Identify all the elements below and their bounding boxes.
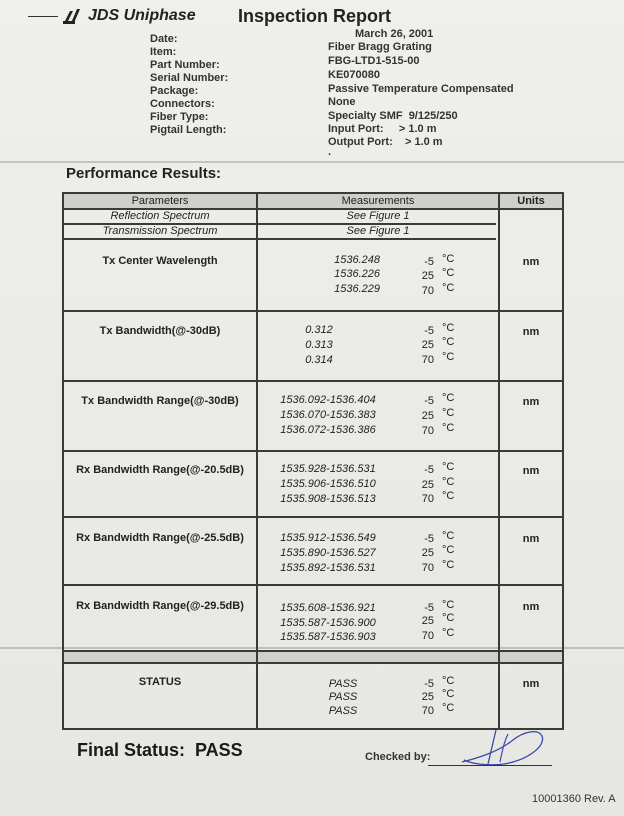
temperature-value: 70 [421,354,434,366]
report-title: Inspection Report [238,6,392,26]
field-value-connectors: None [328,96,356,108]
unit-label: nm [522,678,540,690]
jdsu-logo-icon [62,7,82,25]
degree-unit: °C [442,322,455,334]
checked-by-label: Checked by: [365,751,431,763]
temperature-value: 25 [421,410,434,422]
status-value: PASS [328,691,358,703]
degree-unit: °C [442,336,455,348]
transmission-spectrum-value: See Figure 1 [346,225,410,237]
measurement-value: 0.312 [305,324,333,336]
performance-table [62,192,564,730]
degree-unit: °C [442,282,455,294]
degree-unit: °C [442,422,455,434]
field-value-date: March 26, 2001 [355,28,434,40]
section-title: Performance Results: [66,165,222,182]
field-label-package: Package: [150,85,199,97]
degree-unit: °C [442,407,455,419]
header-measurements: Measurements [341,195,415,207]
row-divider [64,516,562,518]
temperature-value: 25 [421,479,434,491]
degree-unit: °C [442,267,455,279]
measurement-value: 1536.072-1536.386 [280,424,376,436]
degree-unit: °C [442,627,455,639]
row-divider [64,380,562,382]
field-value-item: Fiber Bragg Grating [328,41,432,53]
final-status: Final Status: PASS [77,740,243,760]
degree-unit: °C [442,675,455,687]
status-value: PASS [328,678,358,690]
measurement-value: 1536.070-1536.383 [280,409,376,421]
degree-unit: °C [442,688,455,700]
field-value-output-port: Output Port: > 1.0 m [328,136,443,148]
measurement-value: 1535.587-1536.903 [280,631,376,643]
signature-line [428,765,552,766]
field-label-part-number: Part Number: [150,59,220,71]
header-units: Units [517,195,545,207]
row-divider [64,584,562,586]
field-label-connectors: Connectors: [150,98,215,110]
temperature-value: 25 [421,615,434,627]
unit-label: nm [522,326,540,338]
field-label-serial-number: Serial Number: [150,72,229,84]
field-value-part-number: FBG-LTD1-515-00 [328,55,420,67]
temperature-value: -5 [424,325,434,337]
unit-label: nm [522,256,540,268]
temperature-value: 25 [421,691,434,703]
temperature-value: -5 [424,464,434,476]
measurement-value: 1535.890-1536.527 [280,547,376,559]
unit-label: nm [522,396,540,408]
temperature-value: 25 [421,270,434,282]
degree-unit: °C [442,559,455,571]
company-logo [28,7,196,25]
param-rx-bandwidth-range-20-5: Rx Bandwidth Range(@-20.5dB) [76,464,244,476]
field-label-date: Date: [150,33,178,45]
row-divider [64,662,562,664]
measurement-value: 1535.587-1536.900 [280,617,376,629]
field-label-fiber-type: Fiber Type: [150,111,209,123]
degree-unit: °C [442,530,455,542]
measurement-value: 1536.248 [334,254,380,266]
temperature-value: 70 [421,285,434,297]
document-number: 10001360 Rev. A [532,793,616,805]
temperature-value: 70 [421,630,434,642]
measurement-value: 1536.092-1536.404 [280,394,376,406]
field-label-pigtail-length: Pigtail Length: [150,124,227,136]
temperature-value: 25 [421,547,434,559]
temperature-value: 70 [421,493,434,505]
degree-unit: °C [442,461,455,473]
field-value-serial-number: KE070080 [328,69,380,81]
measurement-value: 1535.928-1536.531 [280,463,376,475]
measurement-value: 1535.892-1536.531 [280,562,376,574]
unit-label: nm [522,465,540,477]
param-tx-bandwidth-range: Tx Bandwidth Range(@-30dB) [81,395,239,407]
row-divider [64,650,562,652]
measurement-value: 1535.908-1536.513 [280,493,376,505]
degree-unit: °C [442,476,455,488]
measurement-value: 1536.229 [334,283,380,295]
reflection-spectrum-value: See Figure 1 [346,210,410,222]
measurement-value: 0.313 [305,339,333,351]
degree-unit: °C [442,392,455,404]
param-rx-bandwidth-range-25-5: Rx Bandwidth Range(@-25.5dB) [76,532,244,544]
temperature-value: 70 [421,562,434,574]
unit-label: nm [522,601,540,613]
degree-unit: °C [442,351,455,363]
measurement-value: 1535.906-1536.510 [280,478,376,490]
degree-unit: °C [442,599,455,611]
unit-label: nm [522,533,540,545]
status-value: PASS [328,705,358,717]
measurement-value: 0.314 [305,354,333,366]
field-value-fiber-type: Specialty SMF 9/125/250 [328,110,458,122]
degree-unit: °C [442,253,455,265]
temperature-value: 70 [421,425,434,437]
field-value-input-port: Input Port: > 1.0 m [328,123,437,135]
temperature-value: -5 [424,395,434,407]
stray-dot: . [328,146,332,158]
param-rx-bandwidth-range-29-5: Rx Bandwidth Range(@-29.5dB) [76,600,244,612]
degree-unit: °C [442,702,455,714]
temperature-value: 70 [421,705,434,717]
param-tx-center-wavelength: Tx Center Wavelength [102,255,218,267]
row-divider [64,310,562,312]
temperature-value: -5 [424,256,434,268]
reflection-spectrum-label: Reflection Spectrum [110,210,210,222]
field-value-package: Passive Temperature Compensated [328,83,514,95]
param-tx-bandwidth: Tx Bandwidth(@-30dB) [99,325,221,337]
transmission-spectrum-label: Transmission Spectrum [102,225,218,237]
measurement-value: 1535.608-1536.921 [280,602,376,614]
row-divider [64,450,562,452]
logo-line [28,16,58,17]
degree-unit: °C [442,612,455,624]
company-name: JDS Uniphase [88,7,196,24]
temperature-value: -5 [424,678,434,690]
temperature-value: 25 [421,339,434,351]
field-label-item: Item: [150,46,177,58]
row-divider [64,238,496,240]
measurement-value: 1535.912-1536.549 [280,532,376,544]
degree-unit: °C [442,544,455,556]
header-parameters: Parameters [131,195,189,207]
degree-unit: °C [442,490,455,502]
measurement-value: 1536.226 [334,268,380,280]
paper-crease [0,161,624,163]
param-status: STATUS [138,676,182,688]
temperature-value: -5 [424,602,434,614]
temperature-value: -5 [424,533,434,545]
column-divider [498,194,500,728]
